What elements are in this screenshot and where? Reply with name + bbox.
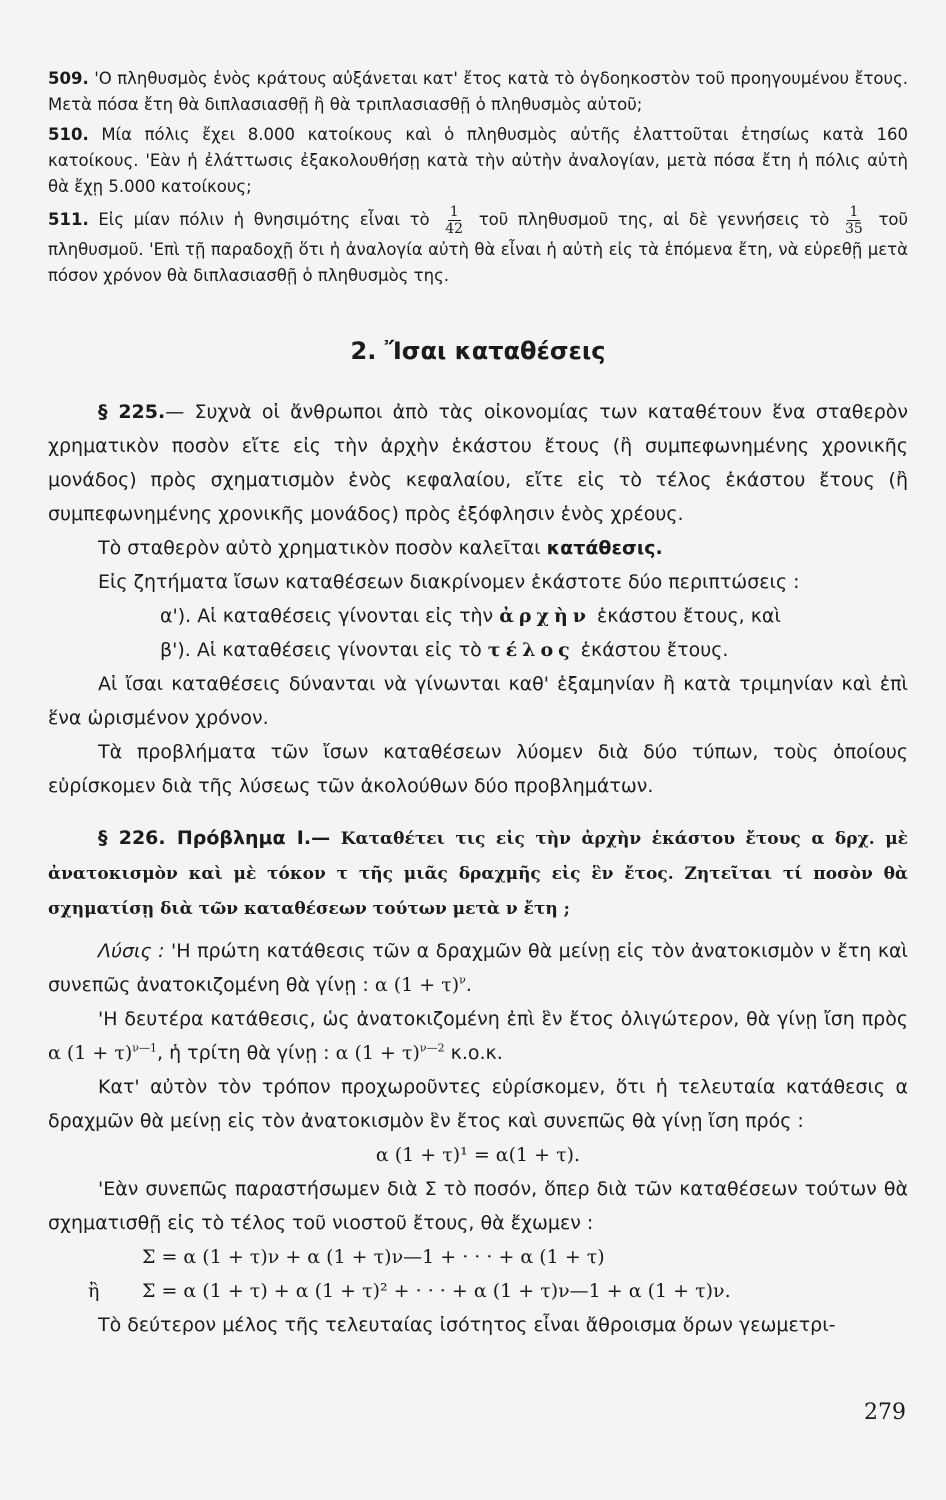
s225-para4: Αἱ ἴσαι καταθέσεις δύνανται νὰ γίνωνται καθ' ἑξαμηνίαν ἢ κατὰ τριμηνίαν καὶ ἐπὶ ἕνα ὡρισμένον χρόνον. (48, 673, 908, 729)
equation-sum-2: ἢ Σ = α (1 + τ) + α (1 + τ)² + · · · + α (1 + τ)ν—1 + α (1 + τ)ν. (88, 1280, 731, 1302)
s225-cases-intro: Εἰς ζητήματα ἴσων καταθέσεων διακρίνομεν ἑκάστοτε δύο περιπτώσεις : (98, 571, 800, 593)
fraction-mortality: $\frac{1}{42}$ (445, 204, 464, 237)
equation-last-deposit: α (1 + τ)¹ = α(1 + τ). (375, 1144, 581, 1166)
s225-para5: Τὰ προβλήματα τῶν ἴσων καταθέσεων λύομεν διὰ δύο τύπων, τοὺς ὁποίους εὑρίσκομεν διὰ τῆς λύσεως τῶν ἀκολούθων δύο προβλημάτων. (48, 741, 908, 797)
fraction-births: $\frac{1}{35}$ (845, 204, 863, 237)
case-b: β'). Αἱ καταθέσεις γίνονται εἰς τὸ τέλος ἑκάστου ἔτους. (160, 639, 729, 661)
exercise-text: τοῦ πληθυσμοῦ. 'Επὶ τῇ παραδοχῇ ὅτι ἡ ἀναλογία αὐτὴ θὰ εἶναι ἡ αὐτὴ εἰς τὰ ἑπόμενα ἔτη, νὰ εὑρεθῇ μετὰ πόσον χρόνον θὰ διπλασιασθῇ ὁ πληθυσμὸς της. (48, 210, 909, 285)
exercise-509 (48, 66, 908, 118)
solution-line-2: 'Η δευτέρα κατάθεσις, ὡς ἀνατοκιζομένη ἐπὶ ἓν ἔτος ὀλιγώτερον, θὰ γίνῃ ἴση πρὸς α $(1 + \tau)^{\nu—1}$, ἡ τρίτη θὰ γίνῃ : α $(1 + \tau)^{\nu—2}$ κ.ο.κ. (48, 1008, 908, 1064)
problem-statement: Καταθέτει τις εἰς τὴν ἀρχὴν ἑκάστου ἔτους α δρχ. μὲ ἀνατοκισμὸν καὶ μὲ τόκον τ τῆς μιᾶς δραχμῆς εἰς ἓν ἔτος. Ζητεῖται τί ποσὸν θὰ σχηματίσῃ διὰ τῶν καταθέσεων τούτων μετὰ ν ἔτη ; (48, 829, 908, 919)
s225-intro: § 225.— Συχνὰ οἱ ἄνθρωποι ἀπὸ τὰς οἰκονομίας των καταθέτουν ἕνα σταθερὸν χρηματικὸν ποσὸν εἴτε εἰς τὴν ἀρχὴν ἑκάστου ἔτους (ἢ συμπεφωνημένης χρονικῆς μονάδος) πρὸς σχηματισμὸν ἑνὸς κεφαλαίου, εἴτε εἰς τὸ τέλος ἑκάστου ἔτους (ἢ συμπεφωνημένης χρονικῆς μονάδος) πρὸς ἐξόφλησιν ἑνὸς χρέους. (48, 401, 908, 525)
exercise-text: 'Ο πληθυσμὸς ἑνὸς κράτους αὐξάνεται κατ' ἔτος κατὰ τὸ ὀγδοηκοστὸν τοῦ προηγουμένου ἔτους. Μετὰ πόσα ἔτη θὰ διπλασιασθῇ ἢ θὰ τριπλασιασθῇ ὁ πληθυσμὸς αὐτοῦ; (48, 69, 909, 114)
s225-definition: Τὸ σταθερὸν αὐτὸ χρηματικὸν ποσὸν καλεῖται κατάθεσις. (98, 537, 663, 559)
solution-line-1: Λύσις : 'Η πρώτη κατάθεσις τῶν α δραχμῶν θὰ μείνῃ εἰς τὸν ἀνατοκισμὸν ν ἔτη καὶ συνεπῶς ἀνατοκιζομένη θὰ γίνῃ : α $(1 + \tau)^\nu$. (48, 940, 908, 996)
exercise-number: 511. (48, 210, 89, 229)
page-content (48, 66, 908, 1342)
exercise-number: 510. (48, 125, 89, 144)
problem-1 (48, 821, 908, 926)
section-number: § 225. (98, 401, 166, 423)
exercise-number: 509. (48, 69, 89, 88)
exercise-text: Εἰς μίαν πόλιν ἡ θνησιμότης εἶναι τὸ (98, 210, 430, 229)
solution-line-3: Κατ' αὐτὸν τὸν τρόπον προχωροῦντες εὑρίσκομεν, ὅτι ἡ τελευταία κατάθεσις α δραχμῶν θὰ μείνῃ εἰς τὸν ἀνατοκισμὸν ἓν ἔτος καὶ συνεπῶς θὰ γίνῃ ἴση πρός : (48, 1076, 908, 1132)
exercise-511 (48, 204, 908, 289)
problem-heading: § 226. Πρόβλημα I.— (98, 827, 331, 849)
exercise-510 (48, 122, 908, 200)
equation-sum-1: Σ = α (1 + τ)ν + α (1 + τ)ν—1 + · · · + α (1 + τ) (142, 1246, 605, 1268)
defined-term: κατάθεσις. (546, 537, 663, 559)
solution-line-5: Τὸ δεύτερον μέλος τῆς τελευταίας ἰσότητος εἶναι ἄθροισμα ὅρων γεωμετρι- (98, 1314, 836, 1336)
section-title: 2. Ἴσαι καταθέσεις (350, 337, 606, 365)
exercise-text: Μία πόλις ἔχει 8.000 κατοίκους καὶ ὁ πληθυσμὸς αὐτῆς ἐλαττοῦται ἐτησίως κατὰ 160 κατοίκους. 'Εὰν ἡ ἐλάττωσις ἐξακολουθήσῃ κατὰ τὴν αὐτὴν ἀναλογίαν, μετὰ πόσα ἔτη ἡ πόλις αὐτὴ θὰ ἔχῃ 5.000 κατοίκους; (48, 125, 908, 196)
page-number: 279 (864, 1400, 906, 1425)
solution-line-4: 'Εὰν συνεπῶς παραστήσωμεν διὰ Σ τὸ ποσόν, ὅπερ διὰ τῶν καταθέσεων τούτων θὰ σχηματισθῇ εἰς τὸ τέλος τοῦ νιοστοῦ ἔτους, θὰ ἔχωμεν : (48, 1178, 908, 1234)
case-a: α'). Αἱ καταθέσεις γίνονται εἰς τὴν ἀρχὴν ἑκάστου ἔτους, καὶ (160, 605, 781, 627)
exercise-text: τοῦ πληθυσμοῦ της, αἱ δὲ γεννήσεις τὸ (478, 210, 830, 229)
